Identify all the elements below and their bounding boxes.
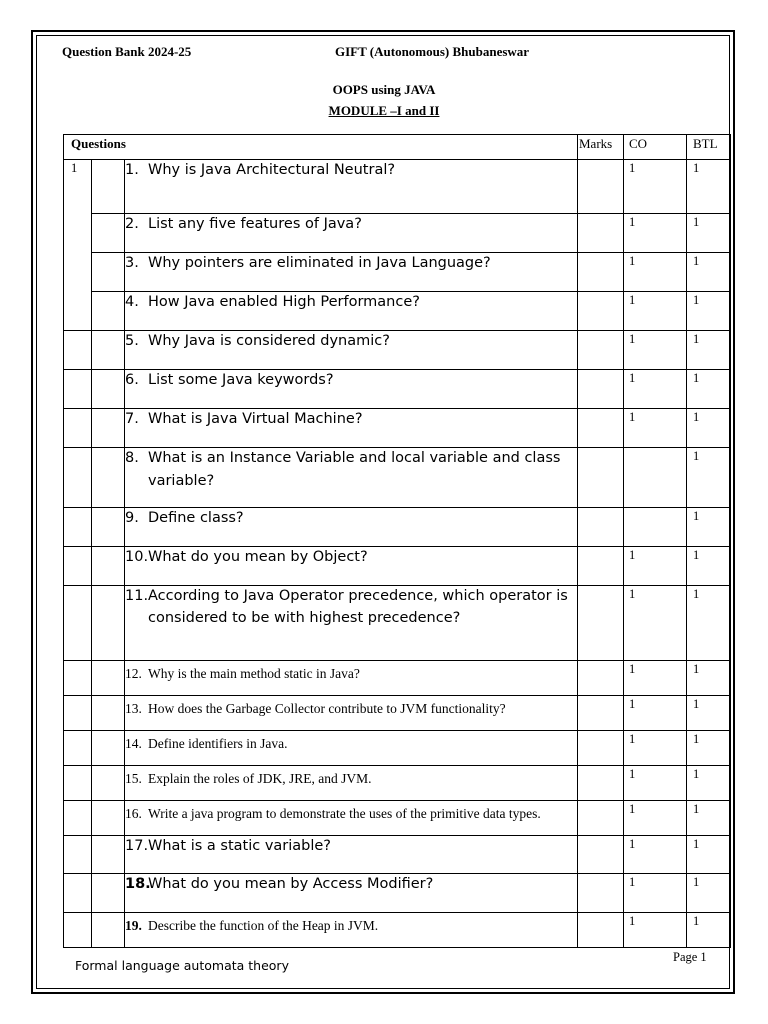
table-left-border: [63, 134, 64, 947]
row-border: [63, 800, 731, 801]
question-text-continued: considered to be with highest precedence?: [148, 610, 461, 626]
btl-value: 1: [693, 914, 700, 928]
question-number: 16.: [125, 806, 142, 821]
question-number: 11.: [125, 588, 149, 604]
co-value: 1: [629, 767, 636, 781]
co-value: 1: [629, 697, 636, 711]
row-border: [63, 912, 731, 913]
co-value: 1: [629, 332, 636, 346]
footer-text: Formal language automata theory: [75, 958, 289, 973]
btl-value: 1: [693, 254, 700, 268]
question-text: What is Java Virtual Machine?: [148, 411, 363, 427]
row-border: [63, 835, 731, 836]
question-text: Why Java is considered dynamic?: [148, 333, 390, 349]
question-number: 4.: [125, 294, 139, 310]
co-value: 1: [629, 875, 636, 889]
column-header-btl: BTL: [693, 136, 718, 151]
co-value: 1: [629, 293, 636, 307]
page-number: Page 1: [673, 950, 707, 964]
co-value: 1: [629, 837, 636, 851]
btl-value: 1: [693, 215, 700, 229]
row-border: [63, 873, 731, 874]
question-text: How does the Garbage Collector contribute to JVM functionality?: [148, 701, 506, 716]
question-text: Why pointers are eliminated in Java Language?: [148, 255, 491, 271]
co-value: 1: [629, 662, 636, 676]
question-text: Define class?: [148, 510, 244, 526]
question-text-continued: variable?: [148, 473, 215, 489]
question-text: Explain the roles of JDK, JRE, and JVM.: [148, 771, 372, 786]
question-text: Why is Java Architectural Neutral?: [148, 162, 396, 178]
btl-value: 1: [693, 161, 700, 175]
question-text: What do you mean by Access Modifier?: [148, 876, 434, 892]
row-border: [63, 447, 731, 448]
row-border: [91, 213, 731, 214]
row-border: [63, 765, 731, 766]
question-number: 13.: [125, 701, 142, 716]
co-value: 1: [629, 254, 636, 268]
btl-value: 1: [693, 371, 700, 385]
question-number: 1.: [125, 162, 139, 178]
question-text: What do you mean by Object?: [148, 549, 368, 565]
question-text: Write a java program to demonstrate the uses of the primitive data types.: [148, 806, 541, 821]
btl-value: 1: [693, 802, 700, 816]
question-number: 7.: [125, 411, 139, 427]
marks-column-divider: [577, 134, 578, 947]
row-border: [63, 660, 731, 661]
co-value: 1: [629, 161, 636, 175]
co-value: 1: [629, 732, 636, 746]
btl-value: 1: [693, 767, 700, 781]
btl-value: 1: [693, 332, 700, 346]
header-right: GIFT (Autonomous) Bhubaneswar: [335, 44, 530, 59]
row-border: [63, 507, 731, 508]
co-value: 1: [629, 587, 636, 601]
co-value: 1: [629, 548, 636, 562]
module-title: MODULE –I and II: [328, 103, 440, 118]
row-border: [91, 291, 731, 292]
question-number: 10.: [125, 549, 149, 565]
row-border: [63, 369, 731, 370]
column-header-marks: Marks: [579, 136, 613, 151]
question-text: List any five features of Java?: [148, 216, 362, 232]
co-value: 1: [629, 914, 636, 928]
co-value: 1: [629, 371, 636, 385]
btl-value: 1: [693, 837, 700, 851]
btl-value: 1: [693, 449, 700, 463]
column-header-questions: Questions: [71, 136, 126, 151]
question-number: 6.: [125, 372, 139, 388]
question-number: 19.: [125, 918, 142, 933]
btl-value: 1: [693, 587, 700, 601]
btl-value: 1: [693, 509, 700, 523]
question-number: 18.: [125, 876, 151, 892]
question-number: 17.: [125, 838, 149, 854]
question-text: List some Java keywords?: [148, 372, 334, 388]
btl-value: 1: [693, 662, 700, 676]
row-border: [63, 330, 731, 331]
question-number: 15.: [125, 771, 142, 786]
co-value: 1: [629, 802, 636, 816]
row-border: [63, 546, 731, 547]
sub-column-divider-1: [91, 159, 92, 947]
btl-column-divider: [686, 134, 687, 947]
table-right-border: [730, 134, 731, 947]
co-column-divider: [623, 134, 624, 947]
table-top-border: [63, 134, 731, 135]
subject-title: OOPS using JAVA: [332, 82, 436, 97]
row-border: [63, 730, 731, 731]
question-text: According to Java Operator precedence, which operator is: [148, 588, 568, 604]
question-text: Why is the main method static in Java?: [148, 666, 360, 681]
co-value: 1: [629, 215, 636, 229]
question-text: What is an Instance Variable and local variable and class: [148, 450, 561, 466]
question-text: Describe the function of the Heap in JVM.: [148, 918, 379, 933]
co-value: 1: [629, 410, 636, 424]
question-number: 14.: [125, 736, 142, 751]
btl-value: 1: [693, 732, 700, 746]
header-left: Question Bank 2024-25: [62, 44, 192, 59]
btl-value: 1: [693, 293, 700, 307]
row-border: [63, 695, 731, 696]
row-border: [63, 408, 731, 409]
btl-value: 1: [693, 410, 700, 424]
question-text: What is a static variable?: [148, 838, 332, 854]
question-number: 5.: [125, 333, 139, 349]
question-text: Define identifiers in Java.: [148, 736, 288, 751]
question-text: How Java enabled High Performance?: [148, 294, 420, 310]
btl-value: 1: [693, 875, 700, 889]
question-number: 9.: [125, 510, 139, 526]
btl-value: 1: [693, 548, 700, 562]
column-header-co: CO: [629, 136, 648, 151]
question-number: 8.: [125, 450, 139, 466]
row-border: [63, 585, 731, 586]
table-bottom-border: [63, 947, 731, 948]
header-row-border: [63, 159, 731, 160]
question-number: 2.: [125, 216, 139, 232]
btl-value: 1: [693, 697, 700, 711]
group-number: 1: [71, 161, 78, 175]
question-number: 3.: [125, 255, 139, 271]
question-number: 12.: [125, 666, 142, 681]
row-border: [91, 252, 731, 253]
